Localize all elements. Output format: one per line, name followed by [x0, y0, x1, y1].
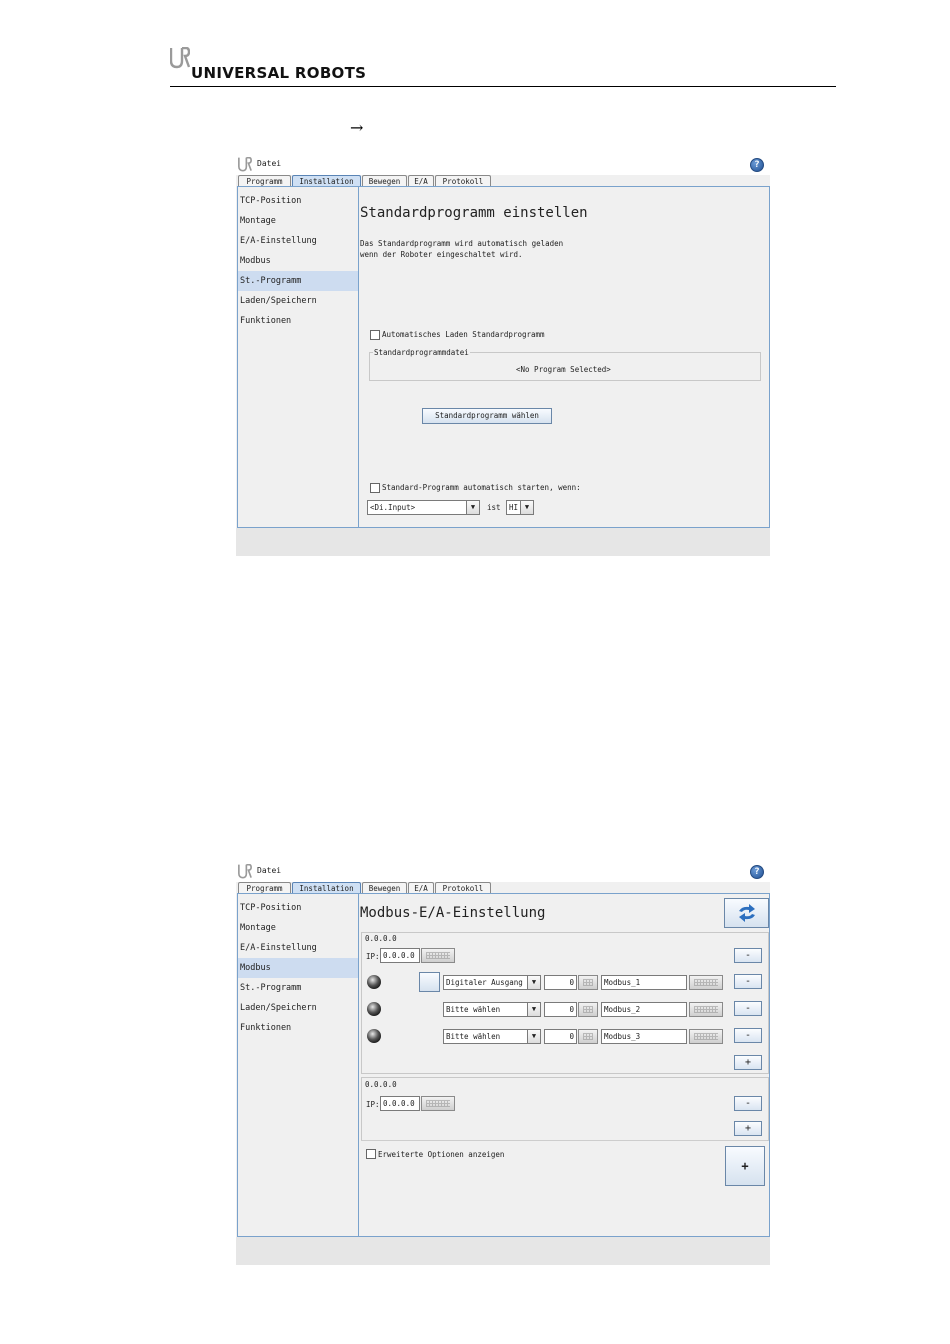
keyboard-icon[interactable]: [689, 1002, 723, 1017]
page-title: Standardprogramm einstellen: [360, 205, 588, 221]
bottom-bar: [236, 528, 770, 556]
numpad-icon[interactable]: [578, 1002, 598, 1017]
program-file-group-label: Standardprogrammdatei: [374, 348, 469, 357]
page-title: Modbus-E/A-Einstellung: [360, 905, 546, 921]
ist-label: ist: [487, 503, 501, 512]
ur-logo-icon: [238, 864, 252, 879]
help-icon[interactable]: ?: [750, 865, 764, 879]
help-icon[interactable]: ?: [750, 158, 764, 172]
sidebar-item-tcp-position[interactable]: TCP-Position: [240, 196, 302, 206]
sidebar-item-montage[interactable]: Montage: [240, 216, 276, 226]
remove-signal-2-button[interactable]: -: [734, 1001, 762, 1016]
tab-installation[interactable]: Installation: [292, 882, 361, 894]
auto-start-checkbox[interactable]: [370, 483, 380, 493]
tab-installation[interactable]: Installation: [292, 175, 361, 187]
signal-3-type-value: Bitte wählen: [446, 1032, 501, 1041]
sidebar-item-ea-einstellung[interactable]: E/A-Einstellung: [240, 943, 317, 953]
input-select-value: <Di.Input>: [370, 503, 416, 512]
ur-logo-icon: [170, 47, 190, 69]
file-menu[interactable]: Datei: [257, 866, 282, 875]
installation-panel: [237, 893, 770, 1237]
advanced-options-checkbox[interactable]: [366, 1149, 376, 1159]
installation-sidebar: [238, 187, 359, 527]
unit-2-ip-input[interactable]: 0.0.0.0: [380, 1096, 420, 1111]
signal-3-address-input[interactable]: 0: [544, 1029, 577, 1044]
signal-3-type-select[interactable]: [443, 1029, 541, 1044]
bottom-bar: [236, 1237, 770, 1265]
sidebar-item-montage[interactable]: Montage: [240, 923, 276, 933]
refresh-icon: [736, 904, 758, 922]
chevron-down-icon: ▼: [520, 501, 533, 514]
title-bar: [236, 862, 770, 882]
auto-start-label: Standard-Programm automatisch starten, wenn:: [382, 483, 581, 492]
signal-1-name-input[interactable]: Modbus_1: [601, 975, 687, 990]
signal-1-address-input[interactable]: 0: [544, 975, 577, 990]
tab-ea[interactable]: E/A: [408, 882, 434, 894]
keyboard-icon[interactable]: [421, 1096, 455, 1111]
modbus-screen: [236, 862, 770, 1264]
chevron-down-icon: ▼: [527, 1030, 540, 1043]
tab-bewegen[interactable]: Bewegen: [362, 882, 407, 894]
choose-default-program-button[interactable]: Standardprogramm wählen: [422, 408, 552, 424]
description-line-1: Das Standardprogramm wird automatisch geladen: [360, 239, 564, 248]
auto-load-label: Automatisches Laden Standardprogramm: [382, 330, 545, 339]
tab-bewegen[interactable]: Bewegen: [362, 175, 407, 187]
keyboard-icon[interactable]: [689, 975, 723, 990]
signal-1-type-select[interactable]: [443, 975, 541, 990]
sidebar-item-modbus[interactable]: Modbus: [240, 256, 271, 266]
tab-programm[interactable]: Programm: [238, 175, 291, 187]
signal-2-type-value: Bitte wählen: [446, 1005, 501, 1014]
signal-3-name-input[interactable]: Modbus_3: [601, 1029, 687, 1044]
sidebar-item-ea-einstellung[interactable]: E/A-Einstellung: [240, 236, 317, 246]
installation-panel: [237, 186, 770, 528]
refresh-button[interactable]: [724, 898, 769, 928]
sidebar-item-tcp-position[interactable]: TCP-Position: [240, 903, 302, 913]
remove-unit-1-button[interactable]: -: [734, 948, 762, 963]
remove-signal-1-button[interactable]: -: [734, 974, 762, 989]
tab-programm[interactable]: Programm: [238, 882, 291, 894]
unit-1-ip-label: IP:: [366, 952, 380, 961]
numpad-icon[interactable]: [578, 1029, 598, 1044]
advanced-options-label: Erweiterte Optionen anzeigen: [378, 1150, 505, 1159]
signal-1-status-led-icon: [367, 975, 381, 989]
divider: [361, 1140, 767, 1141]
title-bar: [236, 155, 770, 175]
default-program-screen: [236, 155, 770, 556]
signal-3-status-led-icon: [367, 1029, 381, 1043]
sidebar-item-funktionen[interactable]: Funktionen: [240, 1023, 292, 1033]
arrow-icon: →: [350, 118, 364, 137]
sidebar-item-laden-speichern[interactable]: Laden/Speichern: [240, 1003, 317, 1013]
tab-protokoll[interactable]: Protokoll: [435, 175, 491, 187]
ur-logo-icon: [238, 157, 252, 172]
signal-2-name-input[interactable]: Modbus_2: [601, 1002, 687, 1017]
keyboard-icon[interactable]: [421, 948, 455, 963]
sidebar-item-laden-speichern[interactable]: Laden/Speichern: [240, 296, 317, 306]
add-signal-button[interactable]: +: [734, 1055, 762, 1070]
tab-protokoll[interactable]: Protokoll: [435, 882, 491, 894]
unit-2-header: 0.0.0.0: [365, 1080, 397, 1089]
chevron-down-icon: ▼: [527, 976, 540, 989]
sidebar-item-st-programm[interactable]: St.-Programm: [238, 271, 358, 291]
signal-2-address-input[interactable]: 0: [544, 1002, 577, 1017]
keyboard-icon[interactable]: [689, 1029, 723, 1044]
file-menu[interactable]: Datei: [257, 159, 282, 168]
add-unit-button[interactable]: +: [725, 1146, 765, 1186]
sidebar-item-st-programm[interactable]: St.-Programm: [240, 983, 302, 993]
auto-load-checkbox[interactable]: [370, 330, 380, 340]
unit-1-header: 0.0.0.0: [365, 934, 397, 943]
signal-2-type-select[interactable]: [443, 1002, 541, 1017]
unit-1-ip-input[interactable]: 0.0.0.0: [380, 948, 420, 963]
sidebar-item-modbus[interactable]: Modbus: [238, 958, 358, 978]
remove-unit-2-button[interactable]: -: [734, 1096, 762, 1111]
installation-sidebar: [238, 894, 359, 1236]
level-select[interactable]: [506, 500, 534, 515]
signal-1-type-value: Digitaler Ausgang: [446, 978, 523, 987]
signal-1-toggle-button[interactable]: [419, 972, 440, 992]
program-file-value: <No Program Selected>: [516, 365, 611, 374]
remove-signal-3-button[interactable]: -: [734, 1028, 762, 1043]
sidebar-item-funktionen[interactable]: Funktionen: [240, 316, 292, 326]
description-line-2: wenn der Roboter eingeschaltet wird.: [360, 250, 523, 259]
chevron-down-icon: ▼: [466, 501, 479, 514]
chevron-down-icon: ▼: [527, 1003, 540, 1016]
level-select-value: HI: [509, 503, 519, 512]
input-select[interactable]: [367, 500, 480, 515]
add-signal-unit-2-button[interactable]: +: [734, 1121, 762, 1136]
numpad-icon[interactable]: [578, 975, 598, 990]
modbus-content: [359, 894, 769, 1236]
signal-2-status-led-icon: [367, 1002, 381, 1016]
tab-ea[interactable]: E/A: [408, 175, 434, 187]
header-rule: [170, 86, 836, 87]
brand-name: UNIVERSAL ROBOTS: [191, 64, 367, 82]
unit-2-ip-label: IP:: [366, 1100, 380, 1109]
default-program-content: [359, 187, 769, 527]
